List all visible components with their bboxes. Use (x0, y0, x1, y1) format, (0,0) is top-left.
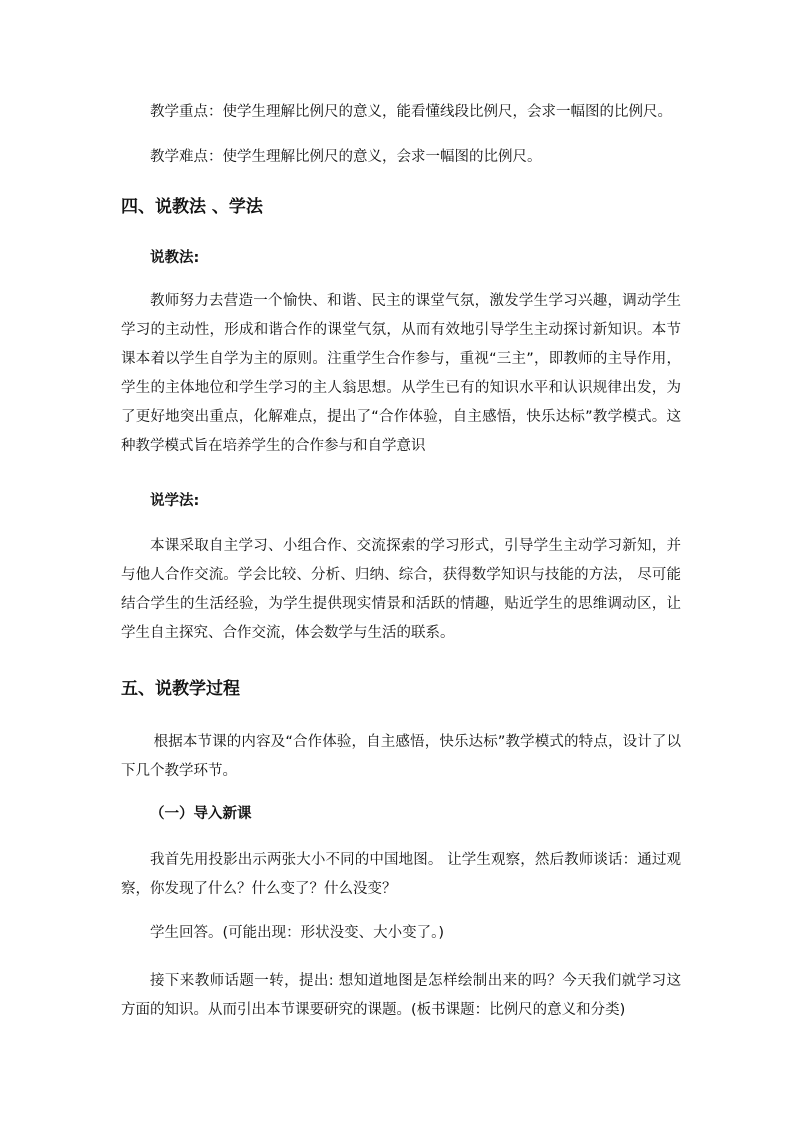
part-1-paragraph-2: 学生回答。(可能出现：形状没变、大小变了。) (150, 925, 445, 941)
teaching-method-label: 说教法: (150, 250, 200, 266)
key-point-paragraph: 教学重点：使学生理解比例尺的意义，能看懂线段比例尺，会求一幅图的比例尺。 (150, 104, 672, 120)
learning-method-paragraph: 本课采取自主学习、小组合作、交流探索的学习形式，引导学生主动学习新知，并与他人合作交流。学会比较、分析、归纳、综合，获得数学知识与技能的方法， 尽可能结合学生的生活经验，为学生提供现实情景和活跃的情趣，贴近学生的思维调动区，让学生自主探究、合作交流，体会数学与生活的联系。 (121, 538, 681, 641)
part-1-paragraph-3: 接下来教师话题一转，提出: 想知道地图是怎样绘制出来的吗？今天我们就学习这方面的知识。从而引出本节课要研究的课题。(板书课题：比例尺的意义和分类) (121, 973, 681, 1018)
teaching-method-paragraph: 教师努力去营造一个愉快、和谐、民主的课堂气氛，激发学生学习兴趣，调动学生学习的主动性，形成和谐合作的课堂气氛，从而有效地引导学生主动探讨新知识。本节课本着以学生自学为主的原则。注重学生合作参与，重视“三主”，即教师的主导作用，学生的主体地位和学生学习的主人翁思想。从学生已有的知识水平和认识规律出发，为了更好地突出重点，化解难点，提出了“合作体验，自主感悟，快乐达标”教学模式。这种教学模式旨在培养学生的合作参与和自学意识 (121, 293, 681, 454)
learning-method-label: 说学法: (150, 493, 200, 509)
part-1-label: （一）导入新课 (150, 806, 252, 822)
section-5-intro-paragraph: 根据本节课的内容及“合作体验，自主感悟，快乐达标”教学模式的特点，设计了以下几个教学环节。 (121, 734, 681, 779)
section-5-heading: 五、说教学过程 (121, 679, 240, 699)
section-4-heading: 四、说教法 、学法 (121, 197, 263, 217)
part-1-paragraph-1: 我首先用投影出示两张大小不同的中国地图。 让学生观察，然后教师谈话：通过观察，你发现了什么？什么变了？什么没变？ (121, 852, 681, 897)
difficult-point-paragraph: 教学难点：使学生理解比例尺的意义，会求一幅图的比例尺。 (150, 149, 542, 165)
